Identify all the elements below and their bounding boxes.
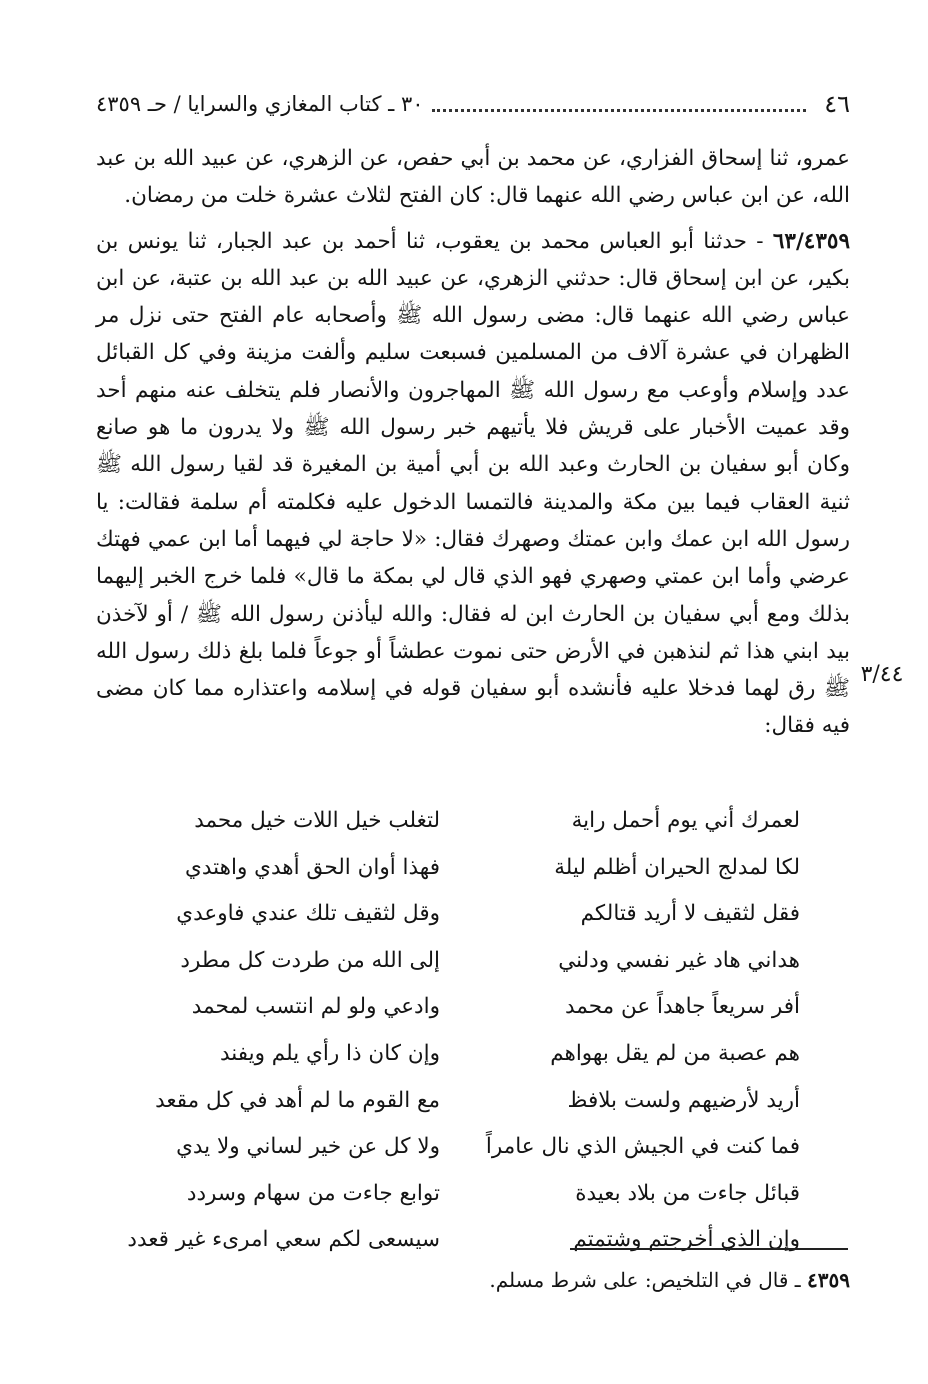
poem-verse: [140, 1124, 800, 1171]
verse-first-hemistich: قبائل جاءت من بلاد بعيدة: [575, 1180, 800, 1206]
verse-second-hemistich: إلى الله من طردت كل مطرد: [180, 947, 440, 973]
main-text: [96, 140, 850, 745]
verse-first-hemistich: أفر سريعاً جاهداً عن محمد: [565, 994, 800, 1020]
verse-second-hemistich: وقل لثقيف تلك عندي فاوعدي: [176, 901, 440, 927]
verse-first-hemistich: هداني هاد غير نفسي ودلني: [558, 947, 800, 973]
poem-verse: [140, 798, 800, 845]
margin-page-reference: ٣/٤٤: [860, 662, 904, 687]
verse-first-hemistich: أريد لأرضيهم ولست بلافظ: [567, 1087, 800, 1113]
verse-second-hemistich: سيسعى لكم سعي امرىء غير قعدد: [127, 1227, 440, 1253]
poem-verse: [140, 984, 800, 1031]
page-number: ٤٦: [824, 90, 850, 118]
running-header: [96, 84, 850, 124]
poem-block: [127, 798, 800, 1264]
header-leader-dots: [432, 97, 807, 112]
verse-second-hemistich: ولا كل عن خير لساني ولا يدي: [176, 1134, 440, 1160]
footnote-number: ٤٣٥٩: [807, 1268, 850, 1292]
verse-first-hemistich: فقل لثقيف لا أريد قتالكم: [580, 901, 800, 927]
poem-verse: [140, 1031, 800, 1078]
verse-second-hemistich: مع القوم ما لم أهد في كل مقعد: [155, 1087, 440, 1113]
verse-first-hemistich: لعمرك أني يوم أحمل راية: [571, 808, 800, 833]
hadith-paragraph: [96, 223, 850, 745]
verse-second-hemistich: وإن كان ذا رأي يلم ويفند: [219, 1040, 440, 1066]
verse-first-hemistich: هم عصبة من لم يقل بهواهم: [550, 1040, 800, 1066]
poem-verse: [140, 1171, 800, 1218]
verse-second-hemistich: وادعي ولو لم انتسب لمحمد: [191, 994, 440, 1020]
verse-first-hemistich: فما كنت في الجيش الذي نال عامراً: [485, 1134, 800, 1160]
hadith-text-part1: - حدثنا أبو العباس محمد بن يعقوب، ثنا أحمد بن عبد الجبار، ثنا يونس بن بكير، عن ابن إسحاق قال: حدثني الزهري، عن عبيد الله بن عبد الله بن عتبة، عن ابن عباس رضي الله عنهما قال: مضى رسول الله ﷺ وأصحابه عام الفتح حتى نزل مر الظهران في عشرة آلاف من المسلمين فسبعت سليم وألفت مزينة وفي كل القبائل عدد وإسلام وأوعب مع رسول الله ﷺ المهاجرون والأنصار فلم يتخلف عنه منهم أحد وقد عميت الأخبار على قريش فلا يأتيهم خبر رسول الله ﷺ ولا يدرون ما هو صانع وكان أبو سفيان بن الحارث وعبد الله بن أبي أمية بن المغيرة قد لقيا رسول الله ﷺ ثنية العقاب فيما بين مكة والمدينة فالتمسا الدخول عليه فكلمته أم سلمة فقالت: يا رسول الله ابن عمك وابن عمتك وصهرك فقال: «لا حاجة لي فيهما أما ابن عمي فهتك عرضي وأما ابن عمتي وصهري فهو الذي قال لي بمكة ما قال» فلما خرج الخبر إليهما بذلك ومع أبي سفيان بن: [96, 228, 850, 627]
poem-verse: [140, 845, 800, 892]
footnote: [300, 1264, 850, 1296]
poem-verse: [127, 1217, 800, 1264]
verse-first-hemistich: لكا لمدلج الحيران أظلم ليلة: [554, 854, 800, 880]
running-title: ٣٠ ـ كتاب المغازي والسرايا / حـ ٤٣٥٩: [96, 92, 424, 116]
footnote-separator: [570, 1248, 848, 1250]
continuation-paragraph: عمرو، ثنا إسحاق الفزاري، عن محمد بن أبي حفص، عن الزهري، عن عبيد الله بن عبد الله، عن ابن عباس رضي الله عنهما قال: كان الفتح لثلاث عشرة خلت من رمضان.: [96, 146, 850, 209]
hadith-number: ٦٣/٤٣٥٩: [772, 228, 850, 254]
verse-second-hemistich: فهذا أوان الحق أهدي واهتدي: [185, 854, 440, 880]
verse-first-hemistich: وإن الذي أخرجتم وشتمتم: [573, 1227, 800, 1253]
verse-second-hemistich: لتغلب خيل اللات خيل محمد: [194, 808, 440, 833]
poem-verse: [140, 891, 800, 938]
poem-verse: [140, 1078, 800, 1125]
verse-second-hemistich: توابع جاءت من سهام وسردد: [186, 1180, 440, 1206]
footnote-text: ـ قال في التلخيص: على شرط مسلم.: [489, 1268, 808, 1292]
hadith-text-part2: الحارث ابن له فقال: والله ليأذنن رسول الله ﷺ / أو لآخذن بيد ابني هذا ثم لنذهبن في الأرض حتى نموت عطشاً أو جوعاً فلما بلغ ذلك رسول الله ﷺ رق لهما فدخلا عليه فأنشده أبو سفيان قوله في إسلامه واعتذاره مما كان مضى فيه فقال:: [96, 601, 850, 739]
poem-verse: [140, 938, 800, 985]
